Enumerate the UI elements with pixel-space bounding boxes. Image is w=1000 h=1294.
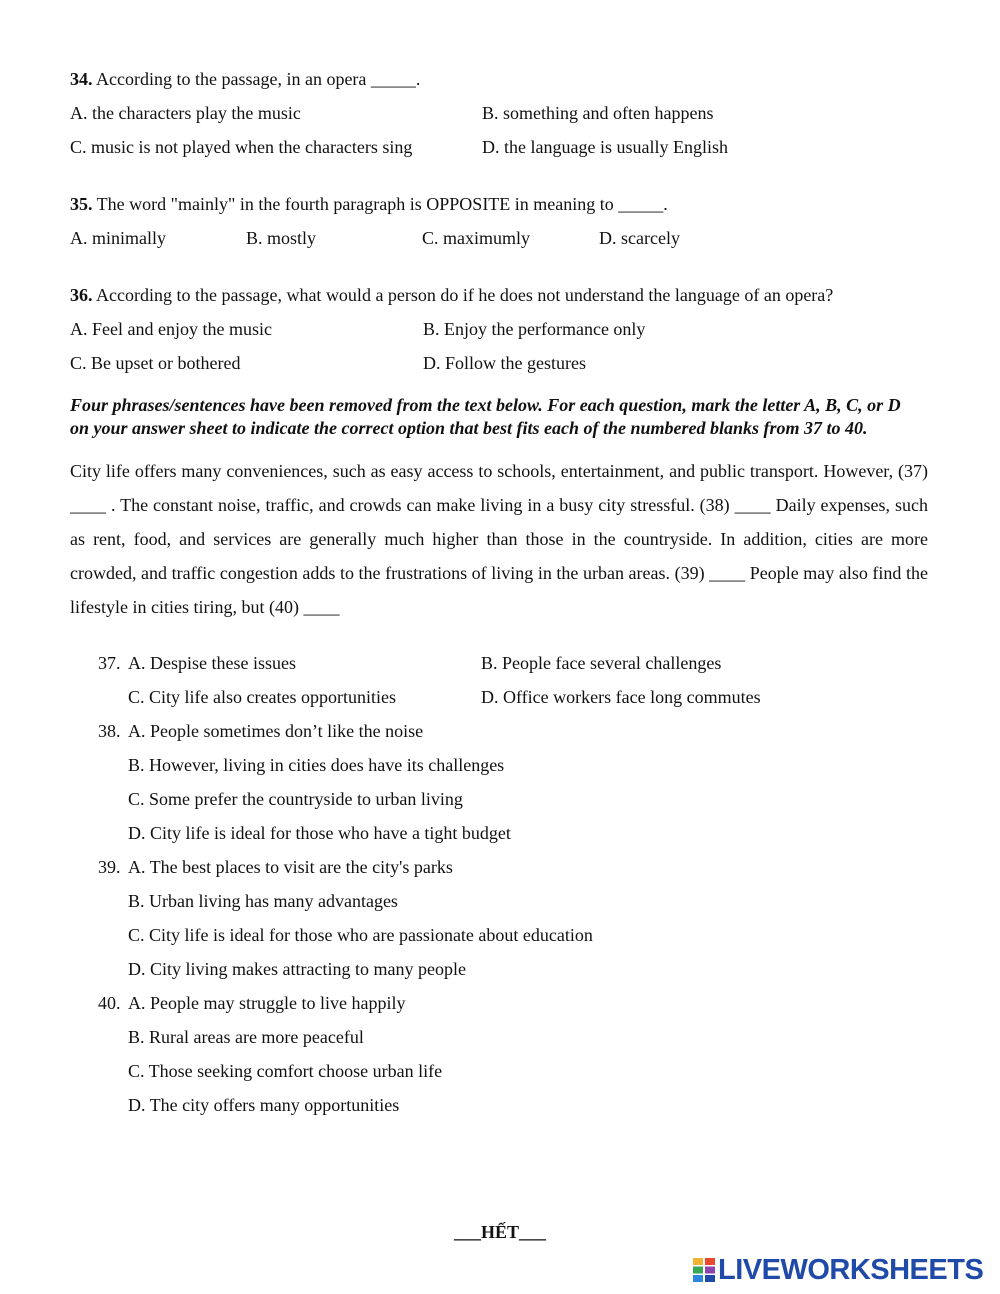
question-35-options-row	[70, 221, 928, 255]
question-text: According to the passage, what would a person do if he does not understand the language of an opera?	[92, 285, 834, 305]
option-d[interactable]: D. City living makes attracting to many people	[128, 959, 466, 979]
question-40-option-a-row	[70, 986, 928, 1020]
option-c[interactable]: C. music is not played when the characters sing	[70, 137, 413, 157]
question-40-option-d-row	[70, 1088, 928, 1122]
question-40-option-c-row	[70, 1054, 928, 1088]
question-text: The word "mainly" in the fourth paragraph is OPPOSITE in meaning to _____.	[92, 194, 668, 214]
question-39-option-c-row	[70, 918, 928, 952]
option-a[interactable]: A. The best places to visit are the city's parks	[128, 857, 453, 877]
option-d[interactable]: D. the language is usually English	[482, 137, 728, 157]
question-38-option-d-row	[70, 816, 928, 850]
question-number: 40.	[98, 993, 121, 1013]
option-b[interactable]: B. People face several challenges	[481, 653, 722, 673]
option-d[interactable]: D. scarcely	[599, 228, 680, 248]
question-36-options-row-1	[70, 312, 928, 346]
question-39-option-d-row	[70, 952, 928, 986]
option-c[interactable]: C. Some prefer the countryside to urban living	[128, 789, 463, 809]
question-34-options-row-1	[70, 96, 928, 130]
option-b[interactable]: B. Enjoy the performance only	[423, 319, 646, 339]
cloze-answer-options	[70, 646, 928, 1122]
option-a[interactable]: A. minimally	[70, 228, 166, 248]
reading-passage: City life offers many conveniences, such as easy access to schools, entertainment, and public transport. However, (37) ____ . The constant noise, traffic, and crowds can make living in a busy city stressful. (38) ____ Daily expenses, such as rent, food, and services are generally much higher than those in the countryside. In addition, cities are more crowded, and traffic congestion adds to the frustrations of living in the urban areas. (39) ____ People may also find the lifestyle in cities tiring, but (40) ____	[70, 461, 928, 617]
option-b[interactable]: B. something and often happens	[482, 103, 714, 123]
question-36-stem	[70, 278, 928, 312]
liveworksheets-logo-icon	[693, 1258, 715, 1282]
question-37-row-2	[70, 680, 928, 714]
option-d[interactable]: D. The city offers many opportunities	[128, 1095, 400, 1115]
option-c[interactable]: C. Be upset or bothered	[70, 353, 241, 373]
question-34-stem	[70, 62, 928, 96]
question-number: 37.	[98, 653, 121, 673]
option-b[interactable]: B. mostly	[246, 228, 317, 248]
question-number: 35.	[70, 194, 93, 214]
option-c[interactable]: C. City life also creates opportunities	[128, 687, 396, 707]
question-37-row-1	[70, 646, 928, 680]
option-a[interactable]: A. Feel and enjoy the music	[70, 319, 272, 339]
section-instruction: Four phrases/sentences have been removed from the text below. For each question, mark the letter A, B, C, or D on your answer sheet to indicate the correct option that best fits each of the numbered blanks from 37 to 40.	[70, 395, 901, 438]
option-b[interactable]: B. Urban living has many advantages	[128, 891, 398, 911]
end-of-test-mark: ___HẾT___	[453, 1222, 546, 1242]
question-35-stem	[70, 187, 928, 221]
option-b[interactable]: B. However, living in cities does have its challenges	[128, 755, 505, 775]
question-number: 38.	[98, 721, 121, 741]
option-a[interactable]: A. the characters play the music	[70, 103, 301, 123]
option-c[interactable]: C. maximumly	[422, 228, 530, 248]
option-d[interactable]: D. Follow the gestures	[423, 353, 586, 373]
question-34-options-row-2	[70, 130, 928, 164]
option-d[interactable]: D. Office workers face long commutes	[481, 687, 761, 707]
option-d[interactable]: D. City life is ideal for those who have a tight budget	[128, 823, 511, 843]
worksheet-page	[70, 62, 928, 1122]
question-40-option-b-row	[70, 1020, 928, 1054]
option-a[interactable]: A. People may struggle to live happily	[128, 993, 406, 1013]
question-38-option-a-row	[70, 714, 928, 748]
question-39-option-b-row	[70, 884, 928, 918]
liveworksheets-logo[interactable]	[693, 1255, 983, 1285]
option-b[interactable]: B. Rural areas are more peaceful	[128, 1027, 364, 1047]
question-38-option-c-row	[70, 782, 928, 816]
liveworksheets-logo-text: LIVEWORKSHEETS	[718, 1253, 984, 1286]
question-number: 34.	[70, 69, 93, 89]
question-36-options-row-2	[70, 346, 928, 380]
question-39-option-a-row	[70, 850, 928, 884]
option-a[interactable]: A. Despise these issues	[128, 653, 296, 673]
question-38-option-b-row	[70, 748, 928, 782]
option-a[interactable]: A. People sometimes don’t like the noise	[128, 721, 424, 741]
option-c[interactable]: C. Those seeking comfort choose urban life	[128, 1061, 443, 1081]
question-number: 36.	[70, 285, 93, 305]
option-c[interactable]: C. City life is ideal for those who are passionate about education	[128, 925, 593, 945]
question-text: According to the passage, in an opera _____.	[92, 69, 421, 89]
question-number: 39.	[98, 857, 121, 877]
